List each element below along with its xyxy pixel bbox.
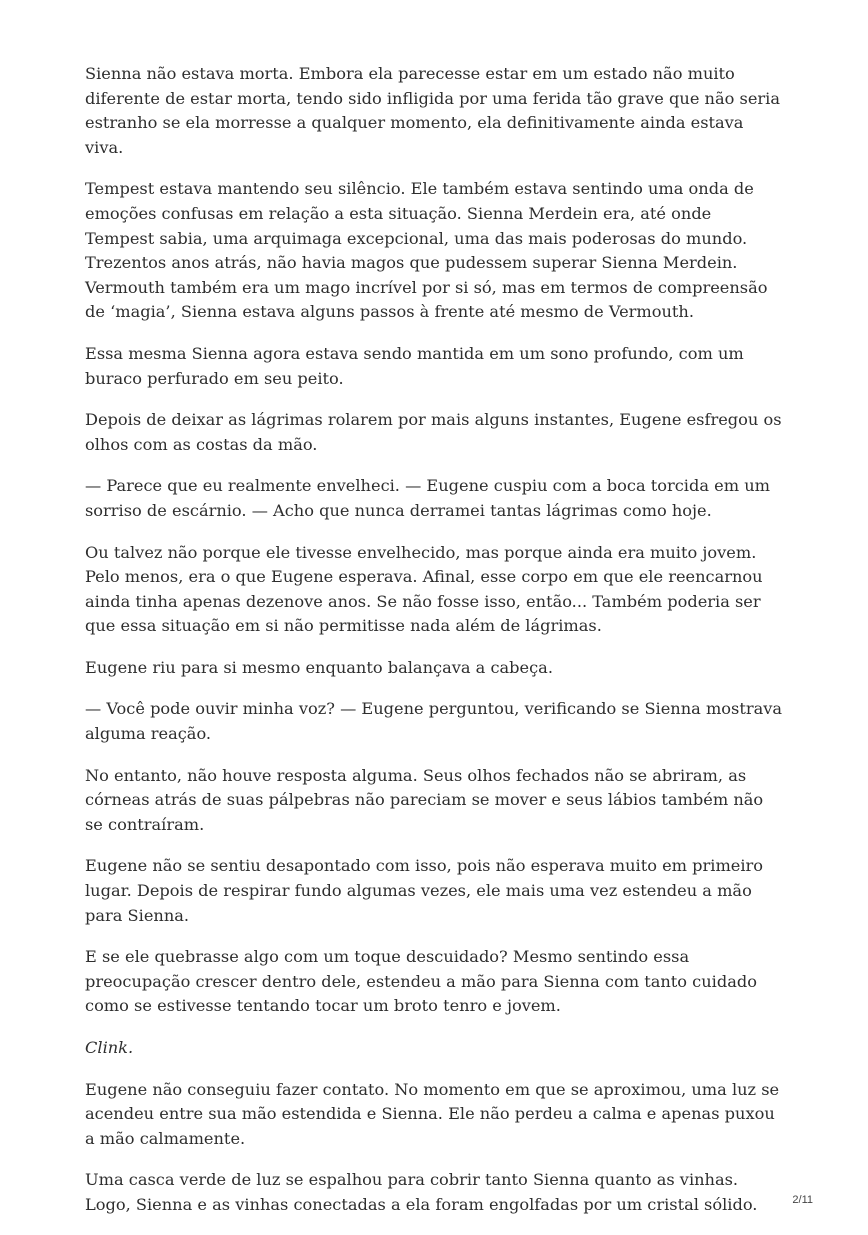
paragraph: — Você pode ouvir minha voz? — Eugene perguntou, verificando se Sienna mostrava alguma reação. [85,699,783,744]
paragraph: E se ele quebrasse algo com um toque descuidado? Mesmo sentindo essa preocupação crescer dentro dele, estendeu a mão para Sienna com tanto cuidado como se estivesse tentando tocar um broto tenro e jovem. [85,947,757,1016]
paragraph: Eugene não conseguiu fazer contato. No momento em que se aproximou, uma luz se acendeu entre sua mão estendida e Sienna. Ele não perdeu a calma e apenas puxou a mão calmamente. [85,1079,780,1148]
paragraph: Tempest estava mantendo seu silêncio. Ele também estava sentindo uma onda de emoções confusas em relação a esta situação. Sienna Merdein era, até onde Tempest sabia, uma arquimaga excepcional, uma das mais poderosas do mundo. Trezentos anos atrás, não havia magos que pudessem superar Sienna Merdein. Vermouth também era um mago incrível por si só, mas em termos de compreensão de ‘magia’, Sienna estava alguns passos à frente até mesmo de Vermouth. [85,179,768,322]
paragraph: Uma casca verde de luz se espalhou para cobrir tanto Sienna quanto as vinhas. Logo, Sienna e as vinhas conectadas a ela foram engolfadas por um cristal sólido. [85,1170,758,1214]
page-number: 2/11 [792,1194,813,1206]
paragraph: — Parece que eu realmente envelheci. — Eugene cuspiu com a boca torcida em um sorriso de escárnio. — Acho que nunca derramei tantas lágrimas como hoje. [85,476,770,520]
paragraph: Sienna não estava morta. Embora ela parecesse estar em um estado não muito diferente de estar morta, tendo sido infligida por uma ferida tão grave que não seria estranho se ela morresse a qualquer momento, ela definitivamente ainda estava viva. [85,64,780,157]
paragraph: Depois de deixar as lágrimas rolarem por mais alguns instantes, Eugene esfregou os olhos com as costas da mão. [85,410,782,454]
paragraph: Eugene riu para si mesmo enquanto balançava a cabeça. [85,657,553,677]
document-body [85,62,785,1235]
paragraph: Eugene não se sentiu desapontado com isso, pois não esperava muito em primeiro lugar. Depois de respirar fundo algumas vezes, ele mais uma vez estendeu a mão para Sienna. [85,856,764,925]
paragraph-sound-effect: Clink. [85,1038,134,1057]
paragraph: Ou talvez não porque ele tivesse envelhecido, mas porque ainda era muito jovem. Pelo menos, era o que Eugene esperava. Afinal, esse corpo em que ele reencarnou ainda tinha apenas dezenove anos. Se não fosse isso, então... Também poderia ser que essa situação em si não permitisse nada além de lágrimas. [85,542,763,636]
paragraph: No entanto, não houve resposta alguma. Seus olhos fechados não se abriram, as córneas atrás de suas pálpebras não pareciam se mover e seus lábios também não se contraíram. [85,765,764,834]
paragraph: Essa mesma Sienna agora estava sendo mantida em um sono profundo, com um buraco perfurado em seu peito. [85,343,744,388]
